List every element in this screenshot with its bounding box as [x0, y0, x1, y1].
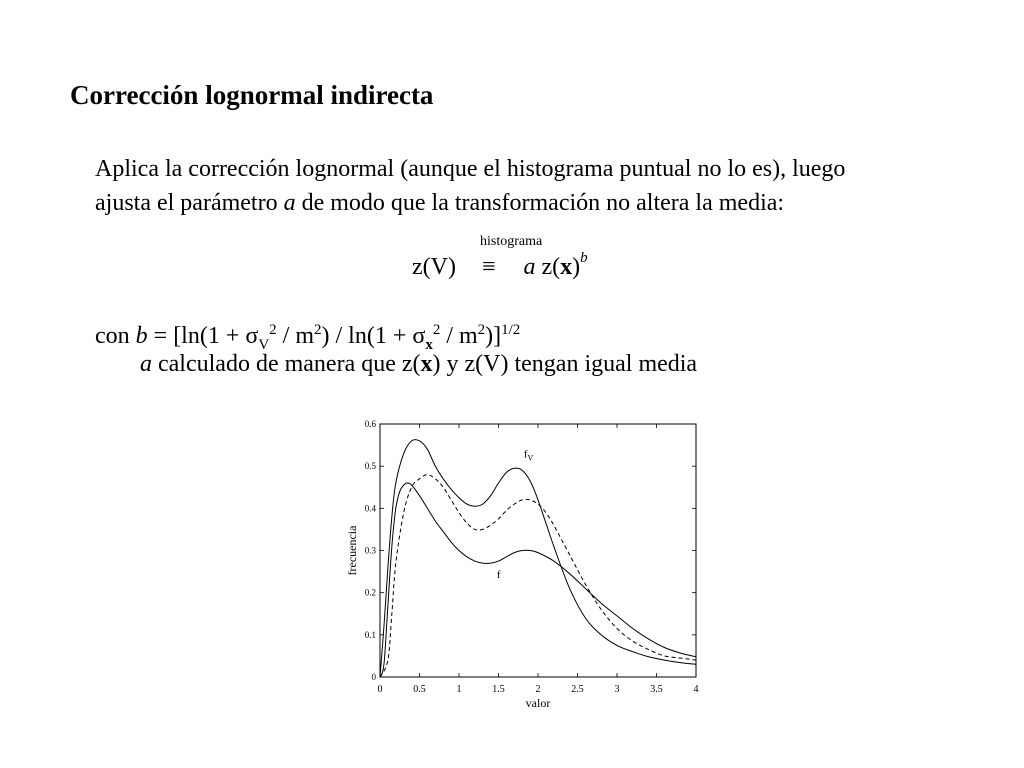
- description-paragraph: [95, 152, 995, 220]
- formula-close: ): [572, 254, 581, 280]
- formula-equiv-sign: ≡: [481, 254, 496, 280]
- con2-a: a: [140, 351, 152, 377]
- con-sup-4: 2: [477, 322, 486, 338]
- formula-a: a: [523, 254, 536, 280]
- x-tick-label: 3: [614, 684, 620, 695]
- parameter-a: a: [283, 190, 296, 216]
- con-sup-3: 2: [432, 322, 441, 338]
- x-tick-label: 4: [693, 684, 699, 695]
- con-sub-x: x: [425, 336, 433, 353]
- description-line-2-pre: ajusta el parámetro: [95, 190, 284, 216]
- x-tick-label: 1.5: [492, 684, 505, 695]
- transform-formula: [412, 234, 588, 281]
- y-tick-label: 0.3: [364, 545, 376, 556]
- con-body-1: = [ln(1 + σ: [147, 323, 259, 349]
- formula-x: x: [560, 254, 573, 280]
- formula-over-label: histograma: [480, 234, 543, 249]
- a-definition: [140, 347, 697, 381]
- x-tick-label: 1: [456, 684, 462, 695]
- con2-x: x: [420, 351, 433, 377]
- con-sup-2: 2: [314, 322, 322, 338]
- frequency-chart: [340, 412, 710, 707]
- slide-title: Corrección lognormal indirecta: [70, 80, 434, 110]
- x-tick-label: 2.5: [571, 684, 584, 695]
- con2-text-1: calculado de manera que z(: [152, 351, 421, 377]
- y-tick-label: 0.6: [364, 419, 376, 429]
- curve-annotation-2: f: [496, 568, 501, 581]
- con-body-2: / m: [276, 323, 315, 349]
- y-tick-label: 0.1: [364, 629, 376, 640]
- description-line-1: Aplica la corrección lognormal (aunque el histograma puntual no lo es), luego: [95, 156, 846, 182]
- x-tick-label: 2: [535, 684, 541, 695]
- formula-lhs: z(V): [412, 254, 456, 280]
- series-line-1: [380, 440, 696, 677]
- x-tick-label: 3.5: [650, 684, 663, 695]
- curve-annotation-subscript: V: [527, 453, 534, 463]
- con2-text-2: ) y z(V) tengan igual media: [432, 351, 698, 377]
- curve-annotation-1: $f_V$: [523, 448, 534, 463]
- con-sup-1: 2: [269, 322, 277, 338]
- formula-exponent-b: b: [580, 250, 588, 266]
- y-tick-label: 0.2: [364, 587, 376, 598]
- con-body-3: ) / ln(1 + σ: [321, 323, 426, 349]
- con-sub-v: V: [258, 336, 270, 353]
- y-axis-label: frecuencia: [345, 525, 359, 576]
- y-tick-label: 0: [371, 672, 376, 682]
- con-body-4: / m: [440, 323, 478, 349]
- formula-z: z(: [535, 254, 561, 280]
- series-line-3: [380, 483, 696, 677]
- con-exponent: 1/2: [501, 322, 521, 338]
- x-tick-label: 0.5: [413, 684, 426, 695]
- y-tick-label: 0.4: [364, 503, 376, 514]
- con-b: b: [135, 323, 148, 349]
- con-prefix: con: [95, 323, 136, 349]
- description-line-2-post: de modo que la transformación no altera la media:: [295, 190, 785, 216]
- y-tick-label: 0.5: [364, 461, 376, 472]
- series-line-2: [380, 475, 696, 677]
- con-body-5: )]: [485, 323, 502, 349]
- x-axis-label: valor: [525, 696, 551, 707]
- x-tick-label: 0: [377, 684, 383, 695]
